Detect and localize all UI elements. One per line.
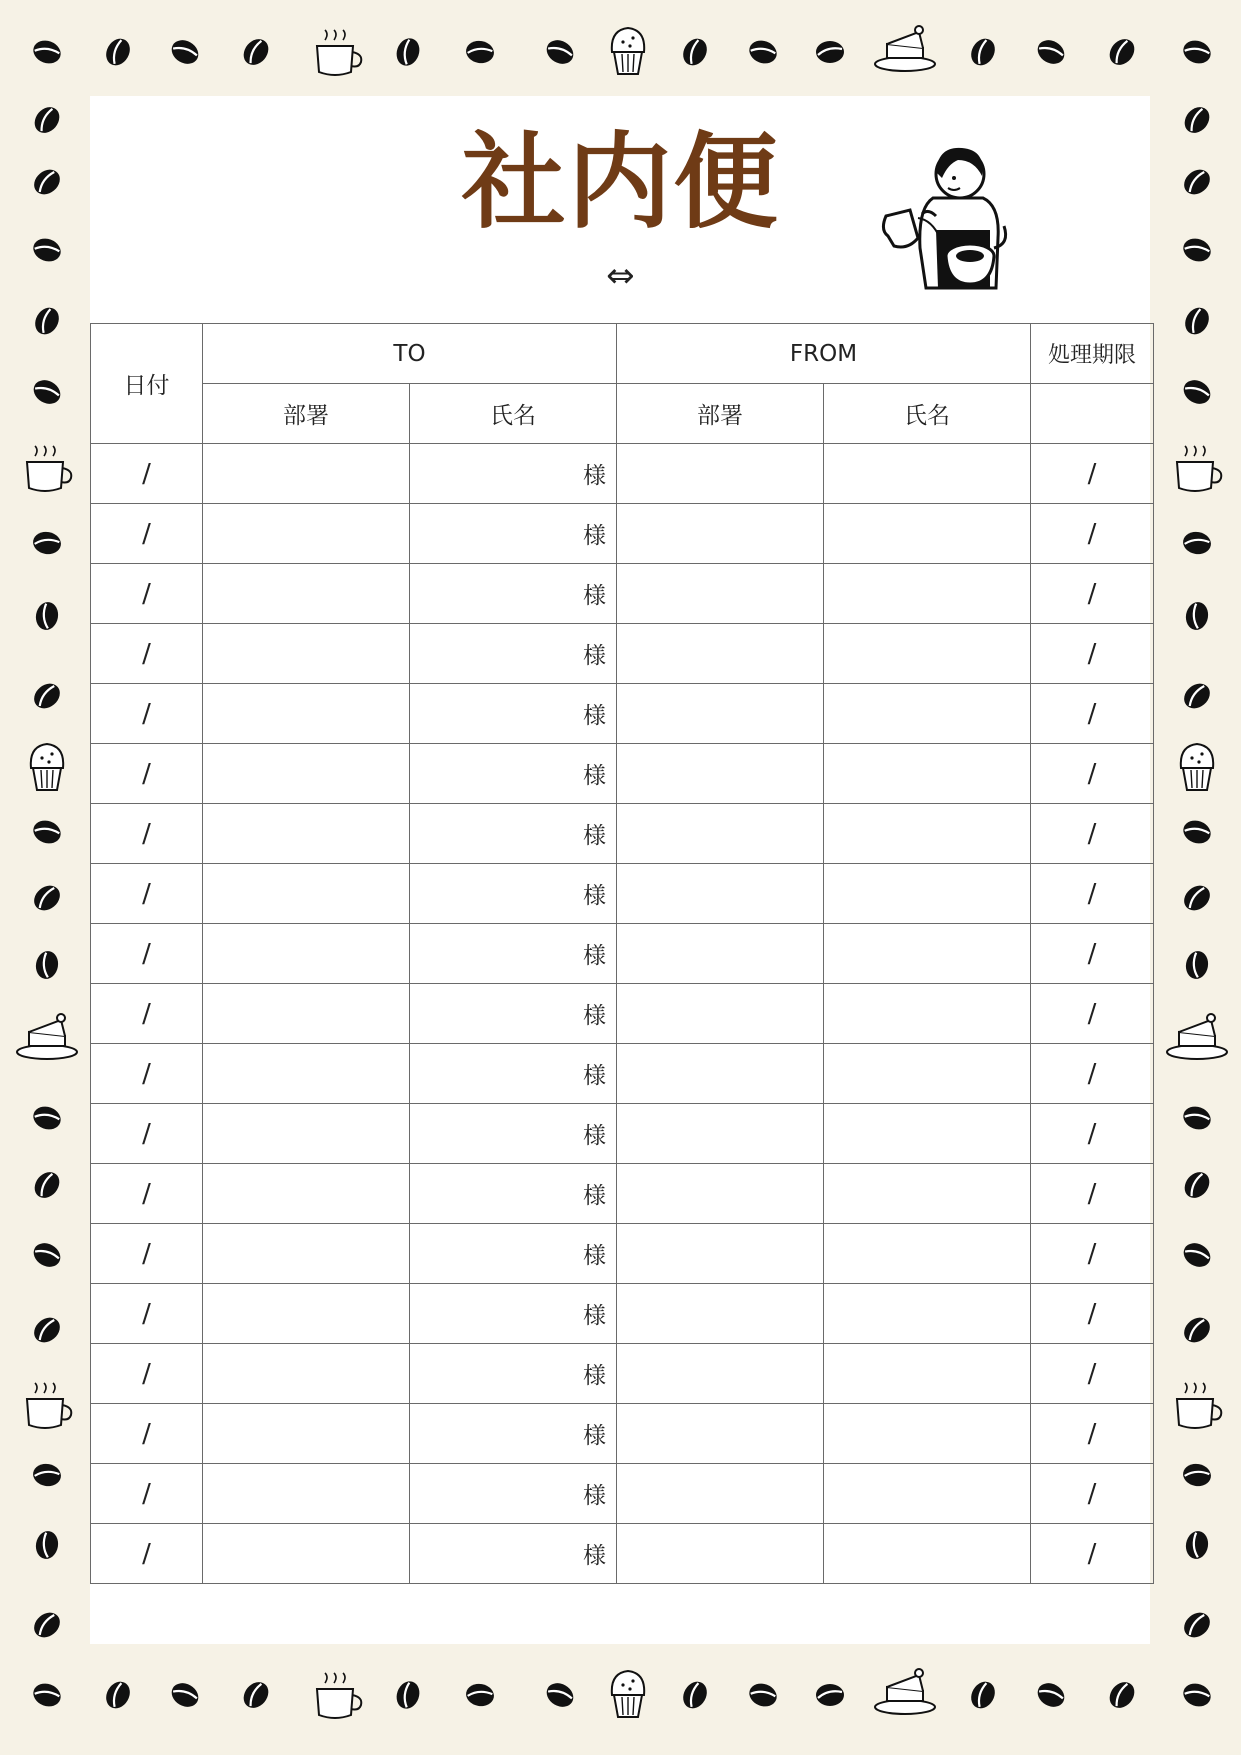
from-department-cell[interactable] (617, 564, 824, 624)
deadline-cell[interactable]: / (1031, 1164, 1154, 1224)
coffee-bean-icon (101, 34, 134, 69)
table-row (91, 624, 1154, 684)
date-cell[interactable]: / (91, 744, 203, 804)
deadline-cell[interactable]: / (1031, 1344, 1154, 1404)
coffee-bean-icon (816, 41, 844, 63)
table-row (91, 1104, 1154, 1164)
from-name-cell[interactable] (824, 1224, 1031, 1284)
to-name-cell[interactable]: 様 (410, 1404, 617, 1464)
table-row (91, 984, 1154, 1044)
coffee-bean-icon (966, 1677, 999, 1712)
coffee-bean-icon (746, 1680, 780, 1710)
header-deadline: 処理期限 (1031, 324, 1154, 384)
to-department-cell[interactable] (203, 1284, 410, 1344)
date-cell[interactable]: / (91, 1224, 203, 1284)
from-department-cell[interactable] (617, 1224, 824, 1284)
deadline-cell[interactable]: / (1031, 1464, 1154, 1524)
to-name-cell[interactable]: 様 (410, 444, 617, 504)
from-department-cell[interactable] (617, 504, 824, 564)
from-name-cell[interactable] (824, 1164, 1031, 1224)
from-name-cell[interactable] (824, 864, 1031, 924)
table-row (91, 1284, 1154, 1344)
header-from-name: 氏名 (824, 384, 1031, 444)
deadline-cell[interactable]: / (1031, 984, 1154, 1044)
coffee-bean-icon (167, 1678, 202, 1711)
coffee-bean-icon (1180, 1167, 1215, 1203)
coffee-bean-icon (29, 1313, 65, 1348)
table-row (91, 1344, 1154, 1404)
coffee-bean-icon (1180, 37, 1214, 67)
coffee-bean-icon (1179, 881, 1215, 916)
date-cell[interactable]: / (91, 684, 203, 744)
header-to-department: 部署 (203, 384, 410, 444)
to-department-cell[interactable] (203, 1104, 410, 1164)
coffee-bean-icon (30, 1167, 65, 1203)
table-row (91, 924, 1154, 984)
coffee-cup-icon (317, 1673, 361, 1718)
muffin-icon (1181, 744, 1213, 790)
coffee-bean-icon (30, 37, 64, 67)
cake-slice-icon (875, 1669, 935, 1714)
to-name-cell[interactable]: 様 (410, 1464, 617, 1524)
date-cell[interactable]: / (91, 1284, 203, 1344)
to-department-cell[interactable] (203, 684, 410, 744)
deadline-cell[interactable]: / (1031, 1224, 1154, 1284)
date-cell[interactable]: / (91, 864, 203, 924)
to-name-cell[interactable]: 様 (410, 564, 617, 624)
to-department-cell[interactable] (203, 864, 410, 924)
coffee-bean-icon (30, 303, 63, 338)
coffee-bean-icon (464, 1682, 495, 1709)
coffee-bean-icon (1105, 1677, 1140, 1713)
from-department-cell[interactable] (617, 804, 824, 864)
to-department-cell[interactable] (203, 1524, 410, 1584)
deadline-cell[interactable]: / (1031, 1524, 1154, 1584)
to-department-cell[interactable] (203, 1164, 410, 1224)
table-row (91, 1224, 1154, 1284)
deadline-cell[interactable]: / (1031, 804, 1154, 864)
coffee-bean-icon (1180, 1103, 1214, 1133)
to-department-cell[interactable] (203, 624, 410, 684)
coffee-bean-icon (1179, 1313, 1215, 1348)
page-title: 社内便 (461, 121, 780, 243)
from-name-cell[interactable] (824, 804, 1031, 864)
to-name-cell[interactable]: 様 (410, 1284, 617, 1344)
coffee-bean-icon (34, 949, 61, 980)
deadline-cell[interactable]: / (1031, 1284, 1154, 1344)
from-department-cell[interactable] (617, 984, 824, 1044)
to-department-cell[interactable] (203, 924, 410, 984)
header-deadline-blank (1031, 384, 1154, 444)
coffee-bean-icon (1181, 1462, 1212, 1489)
date-cell[interactable]: / (91, 624, 203, 684)
to-name-cell[interactable]: 様 (410, 1104, 617, 1164)
muffin-icon (612, 1671, 644, 1717)
coffee-bean-icon (30, 817, 64, 847)
coffee-bean-icon (1179, 1238, 1214, 1271)
coffee-bean-icon (30, 1680, 64, 1710)
date-cell[interactable]: / (91, 444, 203, 504)
to-department-cell[interactable] (203, 1344, 410, 1404)
deadline-cell[interactable]: / (1031, 864, 1154, 924)
coffee-cup-icon (1177, 446, 1221, 491)
coffee-bean-icon (542, 1678, 577, 1711)
from-department-cell[interactable] (617, 1524, 824, 1584)
coffee-bean-icon (101, 1677, 134, 1712)
coffee-bean-icon (29, 1608, 65, 1643)
to-name-cell[interactable]: 様 (410, 1044, 617, 1104)
from-name-cell[interactable] (824, 1044, 1031, 1104)
table-row (91, 504, 1154, 564)
to-name-cell[interactable]: 様 (410, 924, 617, 984)
date-cell[interactable]: / (91, 924, 203, 984)
coffee-bean-icon (34, 1529, 61, 1560)
to-department-cell[interactable] (203, 504, 410, 564)
from-department-cell[interactable] (617, 864, 824, 924)
from-department-cell[interactable] (617, 444, 824, 504)
from-name-cell[interactable] (824, 744, 1031, 804)
date-cell[interactable]: / (91, 1044, 203, 1104)
coffee-cup-icon (1177, 1383, 1221, 1428)
to-department-cell[interactable] (203, 1404, 410, 1464)
from-name-cell[interactable] (824, 1344, 1031, 1404)
to-name-cell[interactable]: 様 (410, 1524, 617, 1584)
exchange-arrow-icon: ⇔ (606, 256, 635, 296)
coffee-bean-icon (30, 1103, 64, 1133)
table-row (91, 864, 1154, 924)
to-department-cell[interactable] (203, 444, 410, 504)
coffee-bean-icon (542, 35, 577, 68)
deadline-cell[interactable]: / (1031, 924, 1154, 984)
date-cell[interactable]: / (91, 564, 203, 624)
to-department-cell[interactable] (203, 564, 410, 624)
coffee-bean-icon (1033, 1678, 1068, 1711)
deadline-cell[interactable]: / (1031, 624, 1154, 684)
header-to: TO (203, 324, 617, 384)
from-name-cell[interactable] (824, 1104, 1031, 1164)
to-department-cell[interactable] (203, 804, 410, 864)
header-from: FROM (617, 324, 1031, 384)
to-name-cell[interactable]: 様 (410, 744, 617, 804)
coffee-bean-icon (393, 35, 423, 69)
from-name-cell[interactable] (824, 1404, 1031, 1464)
cake-slice-icon (875, 26, 935, 71)
deadline-cell[interactable]: / (1031, 1104, 1154, 1164)
cake-slice-icon (17, 1014, 77, 1059)
coffee-cup-icon (27, 446, 71, 491)
to-name-cell[interactable]: 様 (410, 864, 617, 924)
from-department-cell[interactable] (617, 1344, 824, 1404)
to-name-cell[interactable]: 様 (410, 804, 617, 864)
coffee-bean-icon (1181, 530, 1212, 557)
deadline-cell[interactable]: / (1031, 684, 1154, 744)
from-department-cell[interactable] (617, 1404, 824, 1464)
coffee-bean-icon (34, 600, 61, 631)
coffee-bean-icon (31, 1462, 62, 1489)
coffee-bean-icon (1180, 303, 1213, 338)
cake-slice-icon (1167, 1014, 1227, 1059)
from-name-cell[interactable] (824, 1524, 1031, 1584)
from-name-cell[interactable] (824, 1464, 1031, 1524)
coffee-bean-icon (966, 34, 999, 69)
to-department-cell[interactable] (203, 1044, 410, 1104)
coffee-bean-icon (1180, 1680, 1214, 1710)
from-department-cell[interactable] (617, 1104, 824, 1164)
coffee-cup-icon (317, 30, 361, 75)
from-department-cell[interactable] (617, 1044, 824, 1104)
date-cell[interactable]: / (91, 804, 203, 864)
from-department-cell[interactable] (617, 744, 824, 804)
to-department-cell[interactable] (203, 1224, 410, 1284)
from-name-cell[interactable] (824, 564, 1031, 624)
date-cell[interactable]: / (91, 1164, 203, 1224)
coffee-bean-icon (29, 881, 65, 916)
table-row (91, 1044, 1154, 1104)
header-date: 日付 (91, 324, 203, 444)
header-from-department: 部署 (617, 384, 824, 444)
to-name-cell[interactable]: 様 (410, 504, 617, 564)
coffee-bean-icon (678, 34, 711, 69)
from-name-cell[interactable] (824, 1284, 1031, 1344)
coffee-bean-icon (31, 530, 62, 557)
coffee-bean-icon (1179, 679, 1215, 714)
date-cell[interactable]: / (91, 1464, 203, 1524)
to-name-cell[interactable]: 様 (410, 624, 617, 684)
from-department-cell[interactable] (617, 1464, 824, 1524)
date-cell[interactable]: / (91, 984, 203, 1044)
table-row (91, 684, 1154, 744)
table-row (91, 804, 1154, 864)
coffee-bean-icon (29, 1238, 64, 1271)
table-row (91, 1524, 1154, 1584)
coffee-bean-icon (239, 1677, 274, 1713)
coffee-bean-icon (746, 37, 780, 67)
table-body (91, 444, 1154, 1584)
from-department-cell[interactable] (617, 1164, 824, 1224)
coffee-bean-icon (1184, 1529, 1211, 1560)
mail-log-table (90, 323, 1154, 1584)
coffee-bean-icon (1179, 1608, 1215, 1643)
date-cell[interactable]: / (91, 1104, 203, 1164)
from-name-cell[interactable] (824, 684, 1031, 744)
to-department-cell[interactable] (203, 1464, 410, 1524)
coffee-bean-icon (29, 679, 65, 714)
table-row (91, 1464, 1154, 1524)
deadline-cell[interactable]: / (1031, 1044, 1154, 1104)
table-row (91, 1404, 1154, 1464)
to-name-cell[interactable]: 様 (410, 984, 617, 1044)
deadline-cell[interactable]: / (1031, 1404, 1154, 1464)
muffin-icon (612, 28, 644, 74)
coffee-cup-icon (27, 1383, 71, 1428)
table-row (91, 444, 1154, 504)
deadline-cell[interactable]: / (1031, 564, 1154, 624)
from-department-cell[interactable] (617, 1284, 824, 1344)
coffee-bean-icon (464, 39, 495, 66)
to-name-cell[interactable]: 様 (410, 1224, 617, 1284)
date-cell[interactable]: / (91, 504, 203, 564)
from-name-cell[interactable] (824, 504, 1031, 564)
date-cell[interactable]: / (91, 1344, 203, 1404)
coffee-bean-icon (1179, 375, 1214, 408)
from-name-cell[interactable] (824, 984, 1031, 1044)
coffee-bean-icon (1033, 35, 1068, 68)
deadline-cell[interactable]: / (1031, 744, 1154, 804)
deadline-cell[interactable]: / (1031, 504, 1154, 564)
to-name-cell[interactable]: 様 (410, 1344, 617, 1404)
to-department-cell[interactable] (203, 744, 410, 804)
date-cell[interactable]: / (91, 1404, 203, 1464)
coffee-bean-icon (167, 35, 202, 68)
muffin-icon (31, 744, 63, 790)
coffee-bean-icon (1105, 34, 1140, 70)
from-name-cell[interactable] (824, 624, 1031, 684)
from-department-cell[interactable] (617, 624, 824, 684)
coffee-bean-icon (1184, 600, 1211, 631)
coffee-bean-icon (1184, 949, 1211, 980)
table-row (91, 744, 1154, 804)
table-row (91, 564, 1154, 624)
coffee-bean-icon (816, 1684, 844, 1706)
header-to-name: 氏名 (410, 384, 617, 444)
to-department-cell[interactable] (203, 984, 410, 1044)
coffee-bean-icon (29, 375, 64, 408)
coffee-bean-icon (239, 34, 274, 70)
from-department-cell[interactable] (617, 684, 824, 744)
to-name-cell[interactable]: 様 (410, 1164, 617, 1224)
to-name-cell[interactable]: 様 (410, 684, 617, 744)
from-name-cell[interactable] (824, 444, 1031, 504)
coffee-bean-icon (393, 1678, 423, 1712)
from-department-cell[interactable] (617, 924, 824, 984)
coffee-bean-icon (678, 1677, 711, 1712)
from-name-cell[interactable] (824, 924, 1031, 984)
coffee-bean-icon (1180, 817, 1214, 847)
deadline-cell[interactable]: / (1031, 444, 1154, 504)
date-cell[interactable]: / (91, 1524, 203, 1584)
barista-illustration (878, 138, 1038, 302)
table-row (91, 1164, 1154, 1224)
